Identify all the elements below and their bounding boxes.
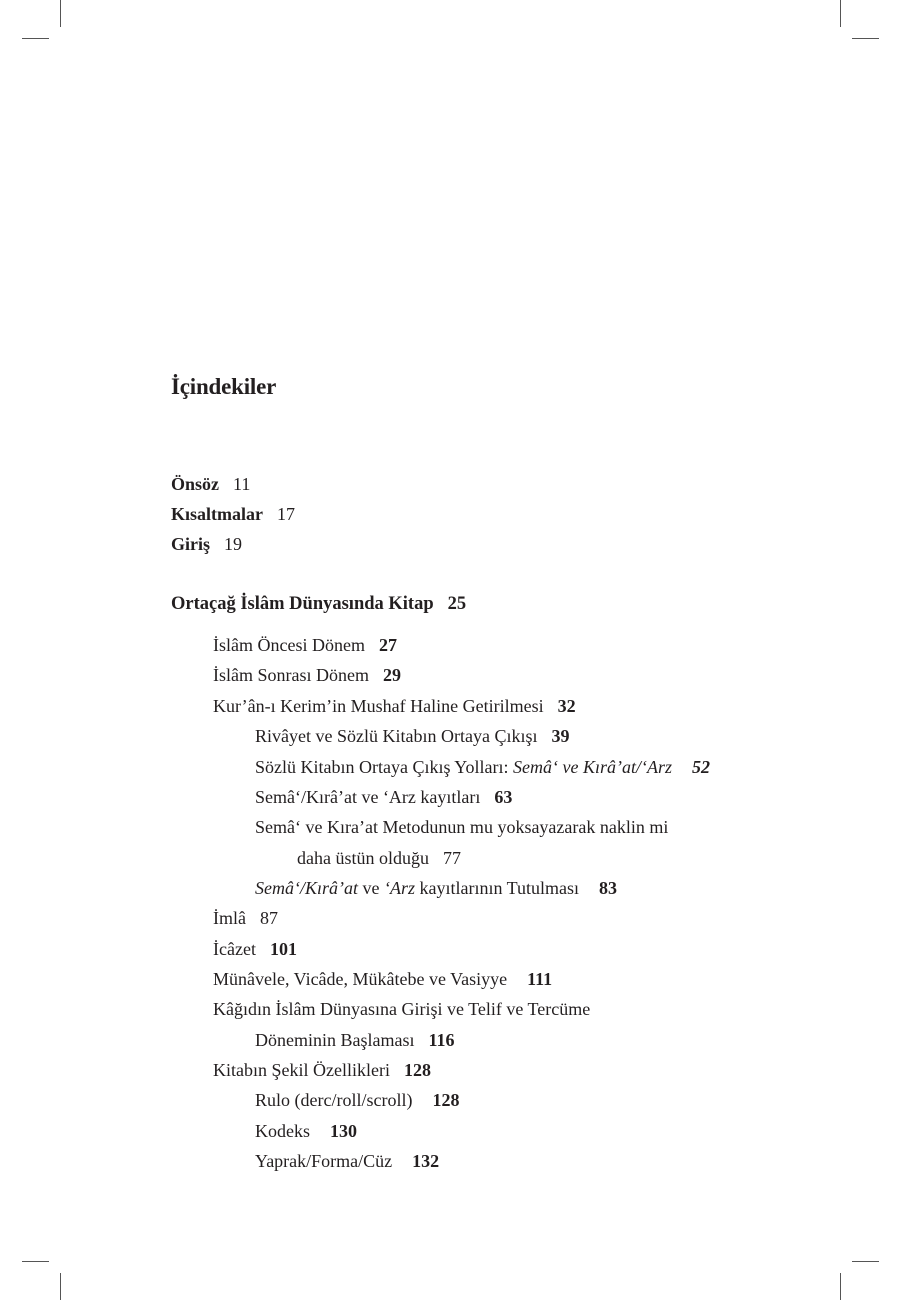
toc-entry-label: İmlâ	[213, 908, 246, 928]
toc-entry	[213, 1058, 431, 1082]
toc-entry-page: 128	[403, 1060, 431, 1080]
toc-entry-page: 111	[527, 969, 553, 989]
toc-entry	[213, 663, 401, 687]
toc-entry-label: daha üstün olduğu	[297, 848, 429, 868]
toc-section	[171, 592, 466, 616]
toc-entry	[213, 694, 576, 718]
toc-entry-label: Kodeks	[255, 1121, 310, 1141]
toc-entry-label-italic: ‘Arz	[384, 878, 415, 898]
toc-entry	[255, 724, 569, 748]
toc-entry	[255, 876, 617, 900]
toc-entry-label: Sözlü Kitabın Ortaya Çıkış Yolları:	[255, 757, 513, 777]
toc-entry-continuation	[255, 1028, 455, 1052]
toc-entry-page: 83	[599, 878, 618, 898]
toc-entry	[255, 1088, 459, 1112]
toc-entry-label-italic: Semâ‘ ve Kırâ’at/‘Arz	[513, 757, 672, 777]
toc-entry	[213, 967, 552, 991]
toc-entry-label-italic: Semâ‘/Kırâ’at	[255, 878, 358, 898]
toc-entry-page: 32	[557, 696, 576, 716]
toc-entry-label: Kur’ân-ı Kerim’in Mushaf Haline Getirilmesi	[213, 696, 544, 716]
toc-entry-label: ve	[358, 878, 384, 898]
toc-entry-page: 132	[412, 1151, 440, 1171]
toc-entry-label: Semâ‘/Kırâ’at ve ‘Arz kayıtları	[255, 787, 481, 807]
toc-entry-page: 19	[224, 534, 242, 554]
page-title: İçindekiler	[171, 374, 277, 399]
toc-entry-label: Önsöz	[171, 474, 220, 494]
toc-entry-label: Rulo (derc/roll/scroll)	[255, 1090, 413, 1110]
toc-entry	[171, 472, 250, 496]
toc-entry-label: Münâvele, Vicâde, Mükâtebe ve Vasiyye	[213, 969, 508, 989]
toc-entry-label: Kısaltmalar	[171, 504, 263, 524]
toc-entry	[255, 755, 710, 779]
toc-entry-label: Yaprak/Forma/Cüz	[255, 1151, 393, 1171]
toc-entry-page: 27	[378, 635, 397, 655]
toc-entry-page: 128	[432, 1090, 460, 1110]
toc-entry	[213, 997, 590, 1021]
toc-entry-label: kayıtlarının Tutulması	[415, 878, 580, 898]
toc-entry	[213, 937, 297, 961]
toc-entry-label: Kitabın Şekil Özellikleri	[213, 1060, 390, 1080]
toc-entry	[213, 906, 278, 930]
toc-entry-label: İcâzet	[213, 939, 256, 959]
toc-entry	[171, 532, 242, 556]
toc-entry-page: 29	[382, 665, 401, 685]
toc-entry	[255, 815, 668, 839]
toc-entry-label: Kâğıdın İslâm Dünyasına Girişi ve Telif ve Tercüme	[213, 999, 591, 1019]
toc-entry	[255, 785, 512, 809]
toc-entry-page: 52	[691, 757, 710, 777]
toc-entry	[213, 633, 397, 657]
toc-entry-page: 87	[260, 908, 278, 928]
toc-entry-label: Rivâyet ve Sözlü Kitabın Ortaya Çıkışı	[255, 726, 538, 746]
toc-entry-label: İslâm Öncesi Dönem	[213, 635, 365, 655]
toc-entry	[171, 502, 295, 526]
toc-entry-label: İslâm Sonrası Dönem	[213, 665, 369, 685]
toc-entry-page: 17	[277, 504, 295, 524]
toc-entry-page: 25	[447, 594, 467, 614]
toc-entry	[255, 1119, 357, 1143]
toc-entry	[255, 1149, 439, 1173]
toc-entry-label: Semâ‘ ve Kıra’at Metodunun mu yoksayazarak naklin mi	[255, 817, 669, 837]
toc-entry-label: Döneminin Başlaması	[255, 1030, 415, 1050]
toc-entry-page: 11	[233, 474, 251, 494]
toc-entry-page: 63	[494, 787, 513, 807]
toc-section-label: Ortaçağ İslâm Dünyasında Kitap	[171, 594, 434, 614]
toc-entry-page: 130	[330, 1121, 357, 1141]
toc-entry-page: 116	[428, 1030, 455, 1050]
toc-entry-page: 101	[269, 939, 297, 959]
toc-entry-page: 39	[551, 726, 570, 746]
toc-entry-continuation	[297, 846, 461, 870]
toc-entry-label: Giriş	[171, 534, 210, 554]
toc-entry-page: 77	[443, 848, 461, 868]
